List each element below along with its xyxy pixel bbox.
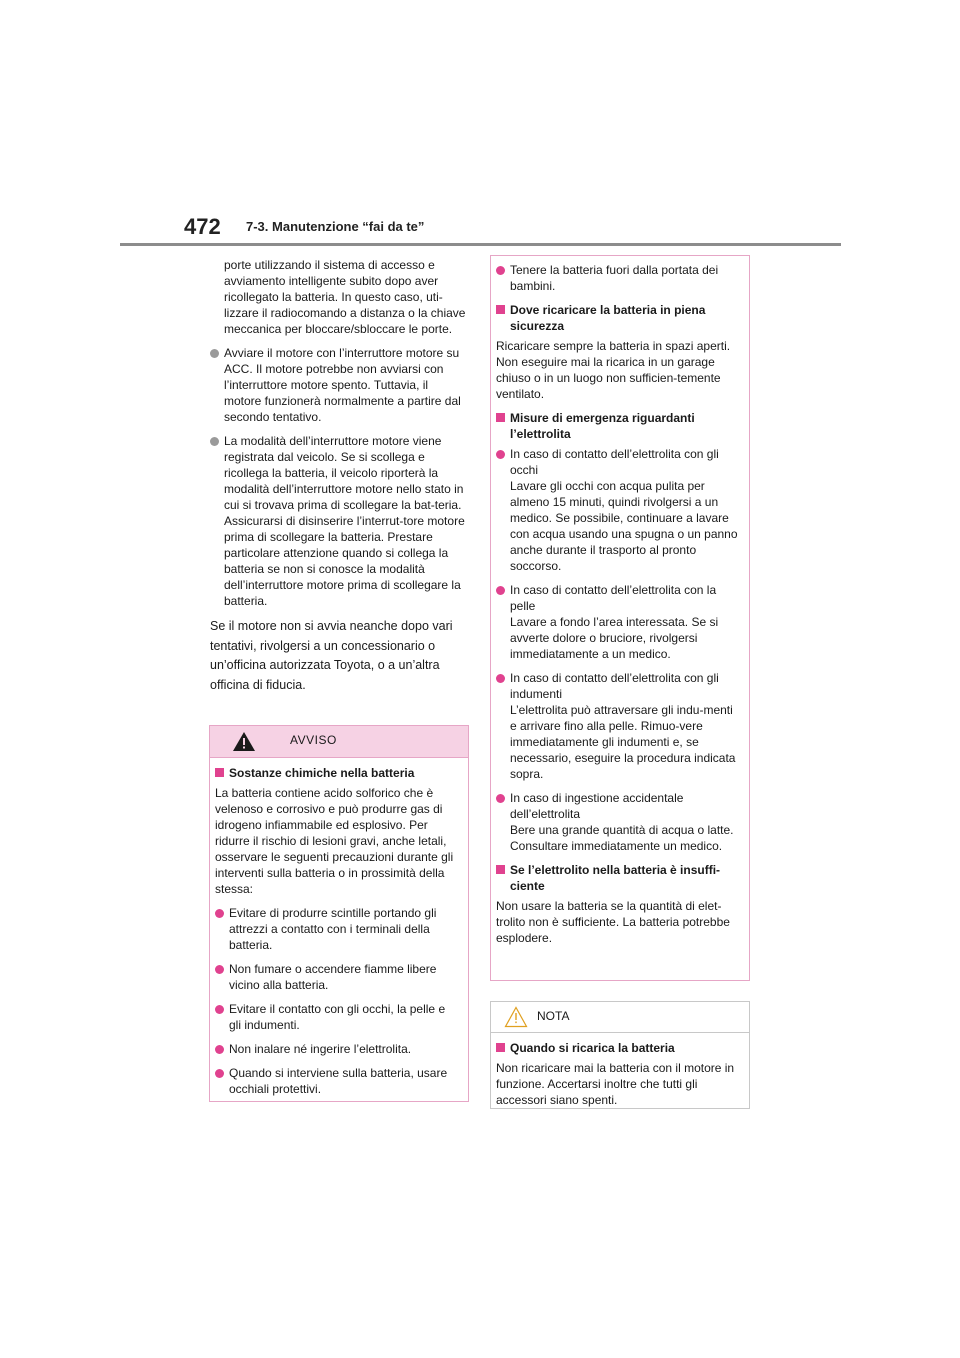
left-column: [210, 257, 468, 703]
warning-text: Ricaricare sempre la batteria in spazi aperti. Non eseguire mai la ricarica in un garage chiuso o in un luogo non sufficien-temente ventilato.: [496, 339, 731, 401]
emergency-text: L’elettrolita può attraversare gli indu-menti e arrivare fino alla pelle. Rimuo-vere immediatamente gli indumenti e, se necessario, eseguire la procedura indicata sopra.: [510, 703, 736, 781]
warning-box-continued: [490, 255, 750, 981]
warning-bullet: Non inalare né ingerire l’elettrolita.: [215, 1041, 458, 1057]
emergency-title: In caso di contatto dell’elettrolita con gli indumenti: [510, 671, 719, 701]
warning-bullet: Non fumare o accendere fiamme libere vicino alla batteria.: [215, 961, 458, 993]
warning-triangle-icon: [232, 731, 256, 752]
warning-heading: Misure di emergenza riguardanti l’elettrolita: [496, 410, 739, 442]
emergency-text: Lavare a fondo l’area interessata. Se si avverte dolore o bruciore, rivolgersi immediatamente a un medico.: [510, 615, 719, 661]
header-rule: [120, 243, 841, 246]
section-title: 7-3. Manutenzione “fai da te”: [246, 219, 425, 234]
bullet-item: Avviare il motore con l’interruttore motore su ACC. Il motore potrebbe non avviarsi con l’interruttore motore spento. Tuttavia, il motore funzionerà normalmente a partire dal secondo tentativo.: [210, 345, 468, 425]
warning-heading: Sostanze chimiche nella batteria: [215, 765, 458, 781]
emergency-item: [496, 446, 739, 574]
nota-header: [491, 1002, 749, 1033]
warning-body-continued: [491, 256, 749, 962]
continued-paragraph: porte utilizzando il sistema di accesso e avviamento intelligente subito dopo aver ricollegato la batteria. In questo caso, uti-lizzare il radiocomando a distanza o la chiave meccanica per bloccare/sbloccare le porte.: [224, 258, 466, 336]
warning-text: Non usare la batteria se la quantità di elet-trolito non è sufficiente. La batteria potrebbe esplodere.: [496, 899, 730, 945]
bullet-item: La modalità dell’interruttore motore viene registrata dal veicolo. Se si scollega e ricollega la batteria, il veicolo riporterà la modalità dell’interruttore motore nello stato in cui si trovava prima di scollegare la bat-teria. Assicurarsi di disinserire l’interrut-tore motore prima di scollegare la batteria. Prestare particolare attenzione quando si collega la batteria se non si conosce la modalità dell’interruttore motore prima di scollegare la batteria.: [210, 433, 468, 609]
nota-heading: Quando si ricarica la batteria: [496, 1040, 739, 1056]
warning-bullet: Tenere la batteria fuori dalla portata dei bambini.: [496, 262, 739, 294]
warning-label: AVVISO: [290, 733, 337, 747]
emergency-title: In caso di contatto dell’elettrolita con la pelle: [510, 583, 717, 613]
warning-bullet: Evitare di produrre scintille portando gli attrezzi a contatto con i terminali della batteria.: [215, 905, 458, 953]
emergency-item: [496, 670, 739, 782]
caution-triangle-icon: [504, 1006, 528, 1028]
emergency-item: [496, 582, 739, 662]
nota-label: NOTA: [537, 1009, 570, 1023]
emergency-item: [496, 790, 739, 854]
emergency-title: In caso di ingestione accidentale dell’elettrolita: [510, 791, 684, 821]
warning-bullet: Evitare il contatto con gli occhi, la pelle e gli indumenti.: [215, 1001, 458, 1033]
warning-header: [210, 726, 468, 758]
page-number: 472: [184, 214, 221, 239]
warning-box: [209, 725, 469, 1102]
emergency-title: In caso di contatto dell’elettrolita con gli occhi: [510, 447, 719, 477]
emergency-text: Bere una grande quantità di acqua o latte. Consultare immediatamente un medico.: [510, 823, 734, 853]
nota-body: [491, 1033, 749, 1124]
warning-heading: Dove ricaricare la batteria in piena sicurezza: [496, 302, 739, 334]
warning-heading: Se l’elettrolito nella batteria è insuffi-ciente: [496, 862, 739, 894]
warning-intro: La batteria contiene acido solforico che è velenoso e corrosivo e può produrre gas di idrogeno infiammabile ed esplosivo. Per ridurre il rischio di lesioni gravi, anche letali, osservare le seguenti precauzioni durante gli interventi sulla batteria o in prossimità della stessa:: [215, 786, 454, 896]
warning-bullet: Quando si interviene sulla batteria, usare occhiali protettivi.: [215, 1065, 458, 1097]
warning-body: [210, 758, 468, 1113]
body-paragraph: Se il motore non si avvia neanche dopo vari tentativi, rivolgersi a un concessionario o un’officina autorizzata Toyota, o a un’altra officina di fiducia.: [210, 619, 453, 692]
nota-text: Non ricaricare mai la batteria con il motore in funzione. Accertarsi inoltre che tutti gli accessori siano spenti.: [496, 1061, 735, 1107]
emergency-text: Lavare gli occhi con acqua pulita per almeno 15 minuti, quindi rivolgersi a un medico. Se possibile, continuare a lavare con acqua usando una spugna o un panno anche durante il trasporto al pronto soccorso.: [510, 479, 738, 573]
nota-box: [490, 1001, 750, 1109]
